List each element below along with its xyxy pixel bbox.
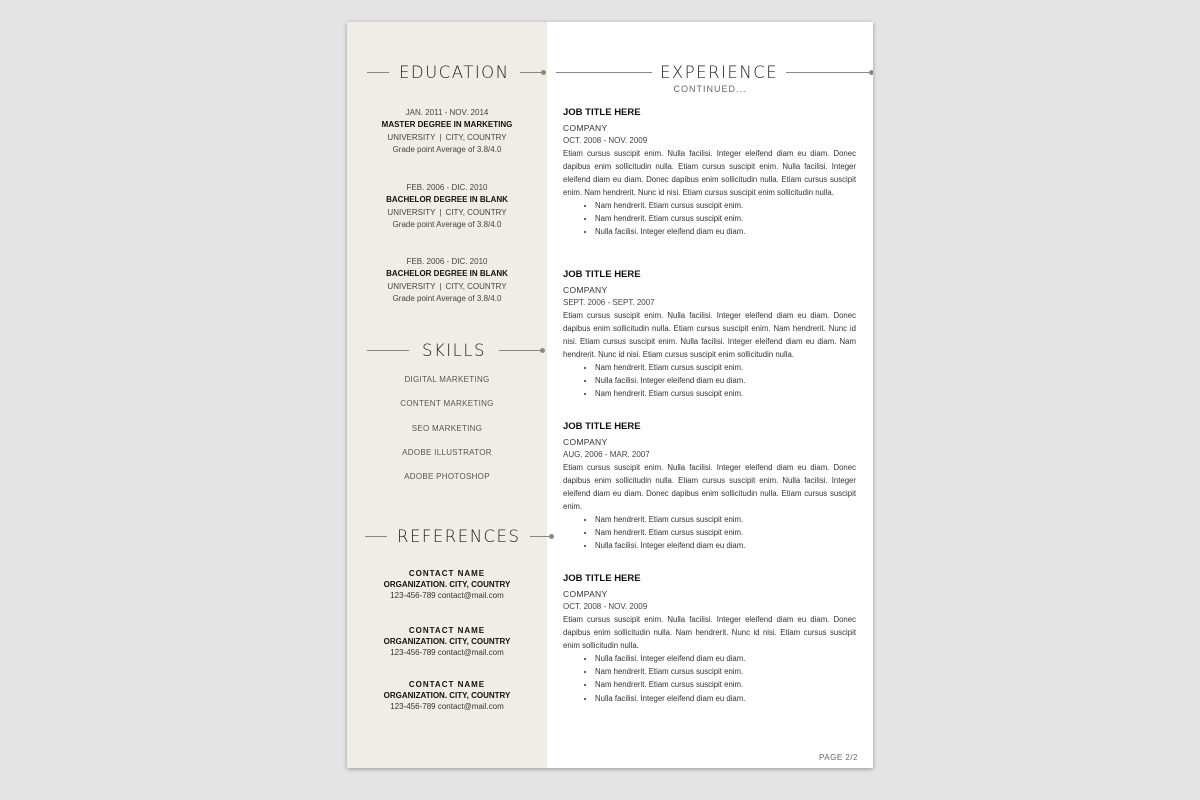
resume-page — [347, 22, 873, 768]
page-number: PAGE 2/2 — [819, 753, 858, 762]
education-date: JAN. 2011 - NOV. 2014 — [405, 108, 489, 117]
list-item: • Nulla facilisi. Integer eleifend diam eu diam. — [595, 692, 856, 705]
education-title: EDUCATION — [399, 63, 510, 82]
reference-entry — [347, 625, 547, 659]
list-item: • Nam hendrerit. Etiam cursus suscipit enim. — [595, 212, 856, 225]
list-item: • Nulla facilisi. Integer eleifend diam eu diam. — [595, 652, 856, 665]
reference-org: ORGANIZATION. CITY, COUNTRY — [383, 580, 511, 590]
job-description: Etiam cursus suscipit enim. Nulla facilisi. Integer eleifend diam eu diam. Donec dapibus enim sollicitudin nulla. Nam hendrerit. Nunc id nisi. Etiam cursus suscipit enim sollicitudin nulla. — [563, 615, 856, 650]
reference-contact: 123-456-789 contact@mail.com — [390, 591, 504, 601]
job-title: JOB TITLE HERE — [563, 269, 641, 280]
education-gpa: Grade point Average of 3.8/4.0 — [392, 219, 502, 229]
job-description: Etiam cursus suscipit enim. Nulla facilisi. Integer eleifend diam eu diam. Donec dapibus enim sollicitudin nulla. Etiam cursus suscipit enim. Nulla facilisi. Integer eleifend diam eu diam. Donec dapibus enim sollicitudin nulla. Etiam cursus suscipit enim. — [563, 463, 856, 511]
dot-icon — [541, 70, 546, 75]
skill-item: ADOBE ILLUSTRATOR — [402, 448, 492, 457]
reference-name: CONTACT NAME — [408, 626, 486, 635]
job-company: COMPANY — [563, 437, 608, 447]
reference-org: ORGANIZATION. CITY, COUNTRY — [383, 637, 511, 647]
education-gpa: Grade point Average of 3.8/4.0 — [392, 144, 502, 154]
education-degree: BACHELOR DEGREE IN BLANK — [386, 269, 508, 279]
reference-entry — [347, 568, 547, 602]
skill-item: ADOBE PHOTOSHOP — [404, 472, 490, 481]
job-dates: SEPT. 2006 - SEPT. 2007 — [563, 298, 655, 307]
education-date: FEB. 2006 - DIC. 2010 — [406, 257, 488, 266]
dot-icon — [869, 70, 873, 75]
experience-title: EXPERIENCE — [660, 63, 779, 82]
education-entry — [347, 256, 547, 305]
job-description: Etiam cursus suscipit enim. Nulla facilisi. Integer eleifend diam eu diam. Donec dapibus enim sollicitudin nulla. Etiam cursus suscipit enim. Nam hendrerit. Nunc id nisi. Etiam cursus suscipit enim. Nulla facilisi. Integer eleifend diam eu diam. Nam hendrerit. Nunc id nisi. Etiam cursus suscipit enim sollicitudin nulla. — [563, 311, 856, 359]
job-entry — [563, 573, 856, 705]
job-company: COMPANY — [563, 589, 608, 599]
job-bullets — [563, 361, 856, 401]
education-gpa: Grade point Average of 3.8/4.0 — [392, 293, 502, 303]
job-dates: OCT. 2008 - NOV. 2009 — [563, 602, 648, 611]
job-entry — [563, 269, 856, 401]
skill-item: DIGITAL MARKETING — [404, 375, 490, 384]
job-company: COMPANY — [563, 285, 608, 295]
reference-contact: 123-456-789 contact@mail.com — [390, 648, 504, 658]
education-entry — [347, 107, 547, 156]
references-heading — [365, 527, 554, 546]
list-item: • Nulla facilisi. Integer eleifend diam eu diam. — [595, 225, 856, 238]
job-title: JOB TITLE HERE — [563, 573, 641, 584]
list-item: • Nam hendrerit. Etiam cursus suscipit enim. — [595, 361, 856, 374]
experience-heading — [556, 63, 873, 82]
list-item: • Nulla facilisi. Integer eleifend diam eu diam. — [595, 374, 856, 387]
reference-contact: 123-456-789 contact@mail.com — [390, 702, 504, 712]
list-item: • Nam hendrerit. Etiam cursus suscipit enim. — [595, 665, 856, 678]
experience-subtitle: CONTINUED... — [673, 84, 747, 94]
job-bullets — [563, 513, 856, 553]
list-item: • Nam hendrerit. Etiam cursus suscipit enim. — [595, 526, 856, 539]
education-school: UNIVERSITY | CITY, COUNTRY — [387, 281, 507, 291]
list-item: • Nulla facilisi. Integer eleifend diam eu diam. — [595, 539, 856, 552]
main-content — [547, 22, 873, 768]
education-heading — [367, 63, 546, 82]
job-dates: AUG. 2006 - MAR. 2007 — [563, 450, 650, 459]
education-school: UNIVERSITY | CITY, COUNTRY — [387, 207, 507, 217]
job-bullets — [563, 199, 856, 239]
job-company: COMPANY — [563, 123, 608, 133]
list-item: • Nam hendrerit. Etiam cursus suscipit enim. — [595, 513, 856, 526]
sidebar — [347, 22, 547, 768]
skills-title: SKILLS — [422, 341, 487, 360]
reference-org: ORGANIZATION. CITY, COUNTRY — [383, 691, 511, 701]
list-item: • Nam hendrerit. Etiam cursus suscipit enim. — [595, 678, 856, 691]
skill-item: SEO MARKETING — [411, 424, 483, 433]
references-title: REFERENCES — [397, 527, 521, 546]
job-bullets — [563, 652, 856, 705]
list-item: • Nam hendrerit. Etiam cursus suscipit enim. — [595, 199, 856, 212]
reference-entry — [347, 679, 547, 713]
job-entry — [563, 421, 856, 553]
education-degree: MASTER DEGREE IN MARKETING — [381, 120, 513, 130]
job-entry — [563, 107, 856, 239]
education-date: FEB. 2006 - DIC. 2010 — [406, 183, 488, 192]
education-entry — [347, 182, 547, 231]
education-degree: BACHELOR DEGREE IN BLANK — [386, 195, 508, 205]
education-school: UNIVERSITY | CITY, COUNTRY — [387, 132, 507, 142]
dot-icon — [540, 348, 545, 353]
reference-name: CONTACT NAME — [408, 680, 486, 689]
list-item: • Nam hendrerit. Etiam cursus suscipit enim. — [595, 387, 856, 400]
skill-item: CONTENT MARKETING — [400, 399, 494, 408]
skills-heading — [367, 341, 545, 360]
reference-name: CONTACT NAME — [408, 569, 486, 578]
job-description: Etiam cursus suscipit enim. Nulla facilisi. Integer eleifend diam eu diam. Donec dapibus enim sollicitudin nulla. Etiam cursus suscipit enim. Nulla facilisi. Integer eleifend diam eu diam. Donec dapibus enim sollicitudin nulla. Etiam cursus suscipit enim. Nam hendrerit. Nunc id nisi. Etiam cursus suscipit enim sollicitudin nulla. — [563, 149, 856, 197]
job-title: JOB TITLE HERE — [563, 421, 641, 432]
job-dates: OCT. 2008 - NOV. 2009 — [563, 136, 648, 145]
job-title: JOB TITLE HERE — [563, 107, 641, 118]
